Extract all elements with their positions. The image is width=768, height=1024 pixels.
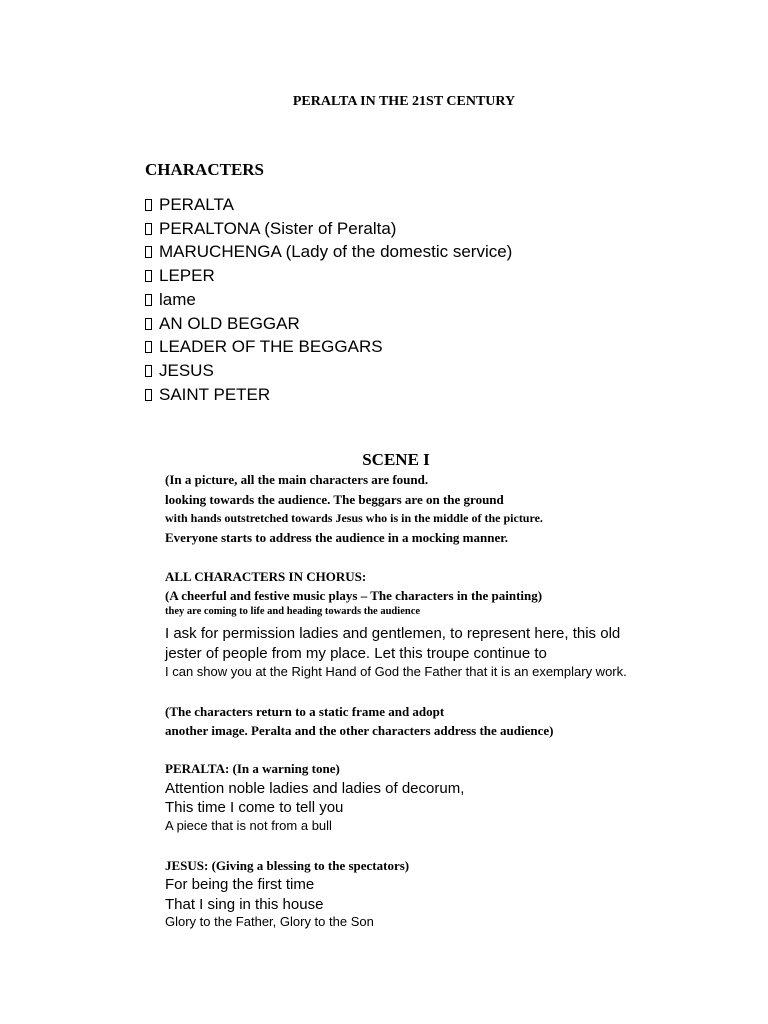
dialogue-line: jester of people from my place. Let this troupe continue to [165,645,547,662]
dialogue-line: For being the first time [165,876,315,893]
stage-direction: (A cheerful and festive music plays – The characters in the painting) [165,588,543,603]
dialogue-line: This time I come to tell you [165,799,344,816]
character-item [145,196,234,213]
bullet-box-icon [145,223,152,235]
character-item [145,338,383,355]
stage-direction: with hands outstretched towards Jesus who is in the middle of the picture. [165,511,543,525]
character-item [145,243,512,260]
character-name: LEADER OF THE BEGGARS [159,337,383,356]
bullet-box-icon [145,389,152,401]
bullet-box-icon [145,294,152,306]
scene-heading: SCENE I [362,450,430,469]
character-name: MARUCHENGA (Lady of the domestic service) [159,242,513,261]
stage-direction: they are coming to life and heading towards the audience [165,606,421,617]
dialogue-line: I ask for permission ladies and gentlemen, to represent here, this old [165,625,621,642]
character-item [145,386,270,403]
dialogue-line: I can show you at the Right Hand of God the Father that it is an exemplary work. [165,664,627,679]
dialogue-line: A piece that is not from a bull [165,818,332,833]
bullet-box-icon [145,199,152,211]
bullet-box-icon [145,365,152,377]
bullet-box-icon [145,341,152,353]
page-title: PERALTA IN THE 21ST CENTURY [292,94,516,109]
dialogue-line: Glory to the Father, Glory to the Son [165,914,374,929]
speaker-heading: PERALTA: (In a warning tone) [165,761,340,776]
character-name: SAINT PETER [159,385,271,404]
stage-direction: another image. Peralta and the other characters address the audience) [165,723,554,738]
character-name: PERALTA [159,195,234,214]
character-item [145,315,300,332]
character-item [145,291,196,308]
stage-direction: looking towards the audience. The beggars are on the ground [165,492,504,507]
character-name: PERALTONA (Sister of Peralta) [159,219,397,238]
character-name: AN OLD BEGGAR [159,314,300,333]
stage-direction: (The characters return to a static frame and adopt [165,704,445,719]
character-name: JESUS [159,361,214,380]
character-item [145,220,396,237]
speaker-heading: ALL CHARACTERS IN CHORUS: [165,569,367,584]
character-name: lame [159,290,196,309]
bullet-box-icon [145,246,152,258]
character-item [145,267,215,284]
bullet-box-icon [145,270,152,282]
bullet-box-icon [145,318,152,330]
dialogue-line: That I sing in this house [165,896,324,913]
stage-direction: Everyone starts to address the audience in a mocking manner. [165,530,509,545]
speaker-heading: JESUS: (Giving a blessing to the spectators) [165,858,410,873]
stage-direction: (In a picture, all the main characters are found. [165,472,429,487]
dialogue-line: Attention noble ladies and ladies of decorum, [165,780,465,797]
character-item [145,362,214,379]
characters-heading: CHARACTERS [145,160,265,179]
character-name: LEPER [159,266,215,285]
